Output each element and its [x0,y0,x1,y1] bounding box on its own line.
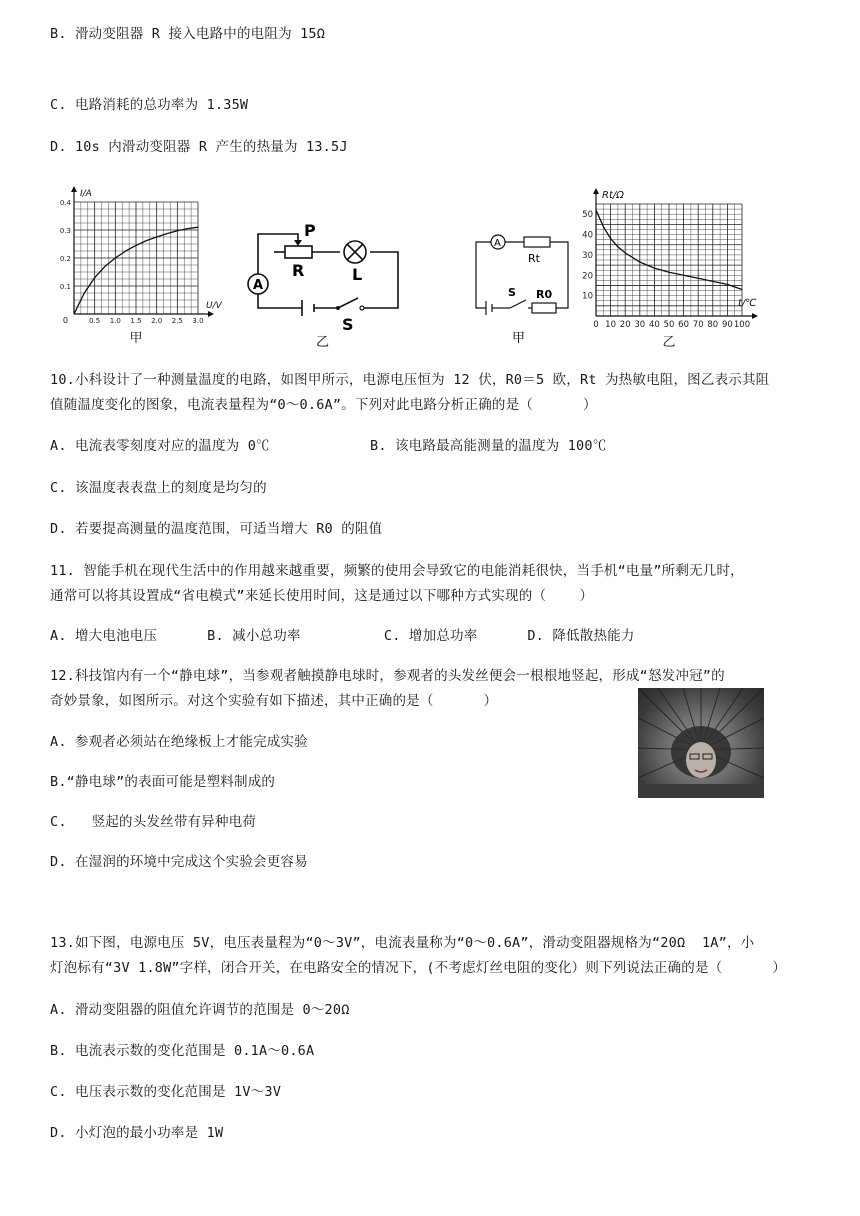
y-tick-label: 20 [582,271,593,282]
q10-option-b: B. 该电路最高能测量的温度为 100℃ [370,438,607,454]
x-tick-label: 100 [733,320,751,330]
x-tick-label: 60 [678,320,690,330]
y-axis-label: Rt/Ω [602,190,624,201]
fixed-resistor-label: R0 [536,288,553,301]
q9-option-c: C. 电路消耗的总功率为 1.35W [50,97,249,113]
slider-label: P [304,221,316,240]
y-axis-label: I/A [80,189,92,199]
fixed-resistor-symbol [532,303,556,313]
x-axis-label: t/℃ [738,298,757,309]
q13-stem-line-1: 13.如下图，电源电压 5V，电压表量程为“0～3V”，电流表量称为“0～0.6A”，滑动变阻器规格为“20Ω 1A”，小 [50,935,755,951]
graph-iu-svg [50,180,230,350]
x-tick-label: 3.0 [192,317,204,325]
q10-option-a: A. 电流表零刻度对应的温度为 0℃ [50,438,270,454]
figure-circuit-rheostat-lamp [240,220,410,350]
thermistor-symbol [524,237,550,247]
y-axis-arrow [593,188,599,194]
rheostat-label: R [292,261,305,280]
x-tick-label: 0 [593,320,599,330]
x-tick-label: 40 [648,320,660,330]
q12-stem-line-1: 12.科技馆内有一个“静电球”，当参观者触摸静电球时，参观者的头发丝便会一根根地竖起，形成“怒发冲冠”的 [50,668,725,684]
x-tick-label: 80 [707,320,719,330]
q12-option-a: A. 参观者必须站在绝缘板上才能完成实验 [50,734,308,750]
q13-option-c: C. 电压表示数的变化范围是 1V～3V [50,1084,282,1100]
chart-caption: 乙 [662,335,676,350]
q13-stem-line-2: 灯泡标有“3V 1.8W”字样，闭合开关，在电路安全的情况下，(不考虑灯丝电阻的变化）则下列说法正确的是（ ） [50,960,787,976]
switch-symbol [510,300,526,308]
rheostat-symbol [285,246,312,258]
circuit-thermistor-svg [470,222,580,350]
y-tick-label: 0.4 [59,199,71,207]
y-tick-label: 50 [582,210,593,221]
x-tick-label: 70 [692,320,704,330]
q10-option-d: D. 若要提高测量的温度范围，可适当增大 R0 的阻值 [50,521,383,537]
static-ball-photo-art [638,688,764,798]
thermistor-label: Rt [528,252,540,265]
origin-label: 0 [62,316,68,325]
q11-stem-line-1: 11. 智能手机在现代生活中的作用越来越重要，频繁的使用会导致它的电能消耗很快，当手机“电量”所剩无几时， [50,563,744,579]
ammeter-label: A [253,278,264,293]
x-axis-label: U/V [206,301,222,311]
x-tick-label: 30 [634,320,646,330]
circuit-rheostat-lamp-svg [240,220,410,350]
x-tick-label: 1.5 [130,317,142,325]
q11-stem-line-2: 通常可以将其设置成“省电模式”来延长使用时间，这是通过以下哪种方式实现的（ ） [50,588,594,604]
lamp-label: L [352,265,363,284]
x-tick-label: 1.0 [109,317,121,325]
ammeter-label: A [494,238,501,249]
q12-option-d: D. 在湿润的环境中完成这个实验会更容易 [50,854,308,870]
q10-stem-line-1: 10.小科设计了一种测量温度的电路，如图甲所示，电源电压恒为 12 伏，R0＝5 欧，Rt 为热敏电阻，图乙表示其阻 [50,372,770,388]
x-tick-label: 0.5 [89,317,101,325]
static-ball-photo [638,688,764,798]
q12-option-c: C. 竖起的头发丝带有异种电荷 [50,814,257,830]
graph-rt-svg [570,186,770,350]
circuit-thermistor-caption: 甲 [512,331,526,346]
x-tick-label: 10 [605,320,617,330]
q12-stem-line-2: 奇妙景象，如图所示。对这个实验有如下描述，其中正确的是（ ） [50,693,498,709]
figure-circuit-thermistor [470,222,580,350]
q13-option-b: B. 电流表示数的变化范围是 0.1A～0.6A [50,1043,315,1059]
y-tick-label: 10 [582,291,593,302]
switch-label: S [508,286,516,299]
switch-label: S [342,315,354,334]
x-axis-arrow [208,311,214,317]
q13-option-a: A. 滑动变阻器的阻值允许调节的范围是 0～20Ω [50,1002,350,1018]
x-axis-arrow [752,313,758,319]
y-tick-label: 0.2 [59,255,71,263]
chart-caption: 甲 [129,331,143,346]
x-tick-label: 20 [619,320,631,330]
circuit-rheostat-lamp-caption: 乙 [316,335,330,350]
y-tick-label: 0.1 [59,283,71,291]
q9-option-b: B. 滑动变阻器 R 接入电路中的电阻为 15Ω [50,26,326,42]
y-axis-arrow [71,186,77,192]
q10-option-c: C. 该温度表表盘上的刻度是均匀的 [50,480,267,496]
x-tick-label: 90 [721,320,733,330]
x-tick-label: 2.5 [171,317,183,325]
figure-graph-rt [570,186,770,350]
q10-stem-line-2: 值随温度变化的图象，电流表量程为“0～0.6A”。下列对此电路分析正确的是（ ） [50,397,597,413]
switch-symbol [338,298,358,308]
q12-option-b: B.“静电球”的表面可能是塑料制成的 [50,774,276,790]
x-tick-label: 2.0 [151,317,163,325]
y-tick-label: 40 [582,230,593,241]
figure-graph-iu [50,180,230,350]
q13-option-d: D. 小灯泡的最小功率是 1W [50,1125,224,1141]
y-tick-label: 30 [582,250,593,261]
y-tick-label: 0.3 [59,227,71,235]
q9-option-d: D. 10s 内滑动变阻器 R 产生的热量为 13.5J [50,139,348,155]
q11-options: A. 增大电池电压 B. 减小总功率 C. 增加总功率 D. 降低散热能力 [50,628,635,644]
x-tick-label: 50 [663,320,675,330]
